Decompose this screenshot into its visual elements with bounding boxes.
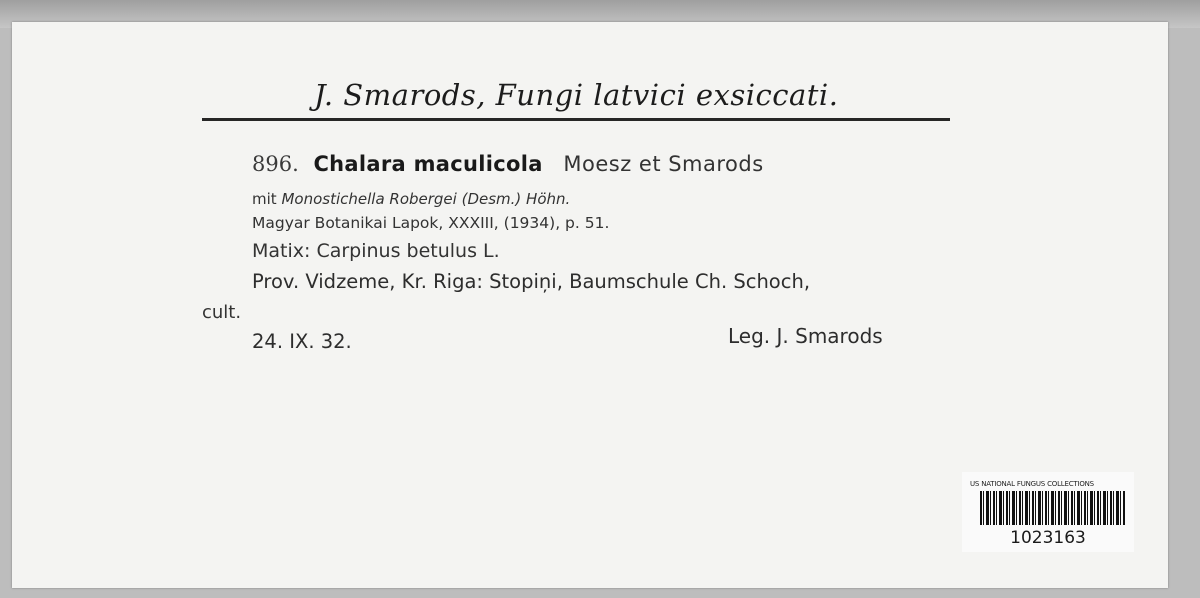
barcode-number: 1023163 [1010, 528, 1086, 548]
matrix-line: Matix: Carpinus betulus L. [252, 240, 500, 262]
label-title: J. Smarods, Fungi latvici exsiccati. [314, 78, 839, 112]
exsiccata-number: 896. [252, 152, 299, 176]
barcode-icon [980, 491, 1126, 525]
locality-continuation: cult. [202, 302, 242, 323]
specimen-line [252, 152, 764, 176]
locality-line: Prov. Vidzeme, Kr. Riga: Stopiņi, Baumschule Ch. Schoch, [252, 270, 811, 293]
herbarium-label [12, 22, 1168, 588]
publication-line: Magyar Botanikai Lapok, XXXIII, (1934), p. 51. [252, 214, 610, 232]
species-authority: Moesz et Smarods [563, 152, 764, 176]
associate-line [252, 190, 570, 208]
associate-prefix: mit [252, 190, 277, 208]
collection-date: 24. IX. 32. [252, 330, 352, 353]
title-rule [202, 118, 950, 121]
collector: Leg. J. Smarods [728, 324, 883, 348]
barcode-institution: US NATIONAL FUNGUS COLLECTIONS [970, 480, 1094, 488]
associate-species: Monostichella Robergei (Desm.) Höhn. [281, 190, 571, 208]
barcode-label [962, 472, 1134, 552]
species-name: Chalara maculicola [313, 152, 543, 176]
